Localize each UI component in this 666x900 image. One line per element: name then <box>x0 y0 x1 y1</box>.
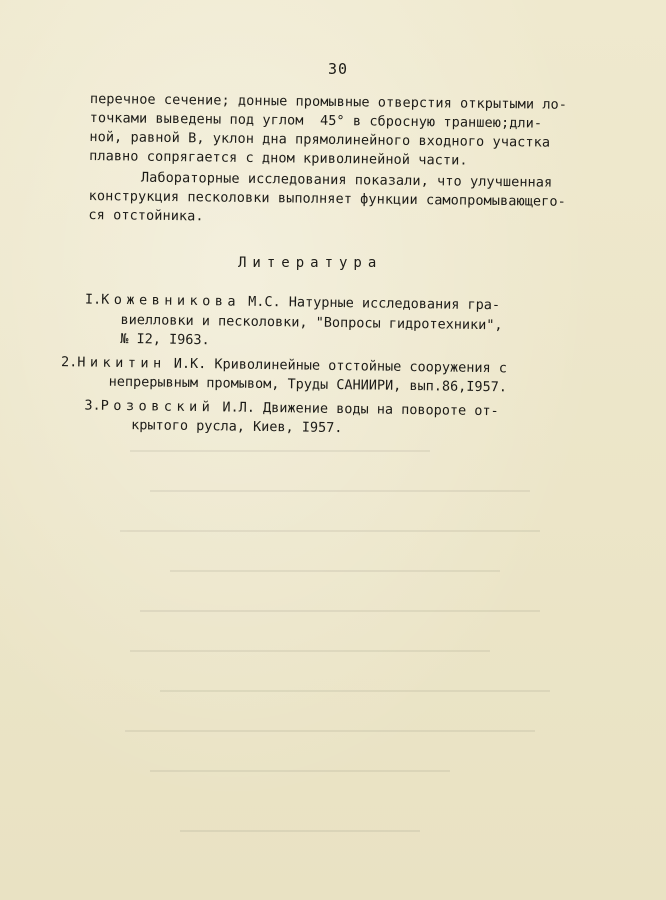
reference-text: М.С. Натурные исследования гра- <box>239 293 501 314</box>
reference-text: И.К. Криволинейные отстойные сооружения с <box>165 355 508 376</box>
reference-continuation: виелловки и песколовки, "Вопросы гидротехники", <box>120 311 503 333</box>
reference-list <box>50 290 612 446</box>
text-line: ся отстойника. <box>88 206 204 225</box>
body-text <box>88 90 610 231</box>
text-line: конструкция песколовки выполняет функции самопромывающего- <box>88 187 566 210</box>
text-line: Лабораторные исследования показали, что улучшенная <box>140 169 553 191</box>
text-line: ной, равной B, уклон дна прямолинейного входного участка <box>89 128 551 151</box>
reference-number: I. <box>84 291 102 308</box>
reference-number: 3. <box>84 396 101 414</box>
reference-author: Никитин <box>77 353 166 372</box>
reference-continuation: крытого русла, Киев, I957. <box>131 417 343 437</box>
paragraph <box>89 90 610 172</box>
bleed-through-marks <box>110 430 630 870</box>
paragraph <box>88 168 609 231</box>
reference-item <box>50 395 610 442</box>
text-line: точками выведены под углом 45° в сбросную траншею;дли- <box>89 109 543 132</box>
section-heading: Литература <box>238 255 383 271</box>
text-line: перечное сечение; донные промывные отверстия открытыми ло- <box>89 90 568 113</box>
reference-item <box>51 290 612 356</box>
reference-continuation: № I2, I963. <box>120 330 210 349</box>
reference-number: 2. <box>60 353 78 370</box>
reference-author: Розовский <box>100 397 215 415</box>
reference-continuation: непрерывным промывом, Труды САНИИРИ, вып.86,I957. <box>108 373 508 396</box>
reference-author: Кожевникова <box>101 291 241 310</box>
text-line: плавно сопрягается с дном криволинейной части. <box>89 147 468 169</box>
page-number: 30 <box>328 60 349 78</box>
reference-item <box>51 352 611 399</box>
reference-text: И.Л. Движение воды на повороте от- <box>214 398 499 419</box>
